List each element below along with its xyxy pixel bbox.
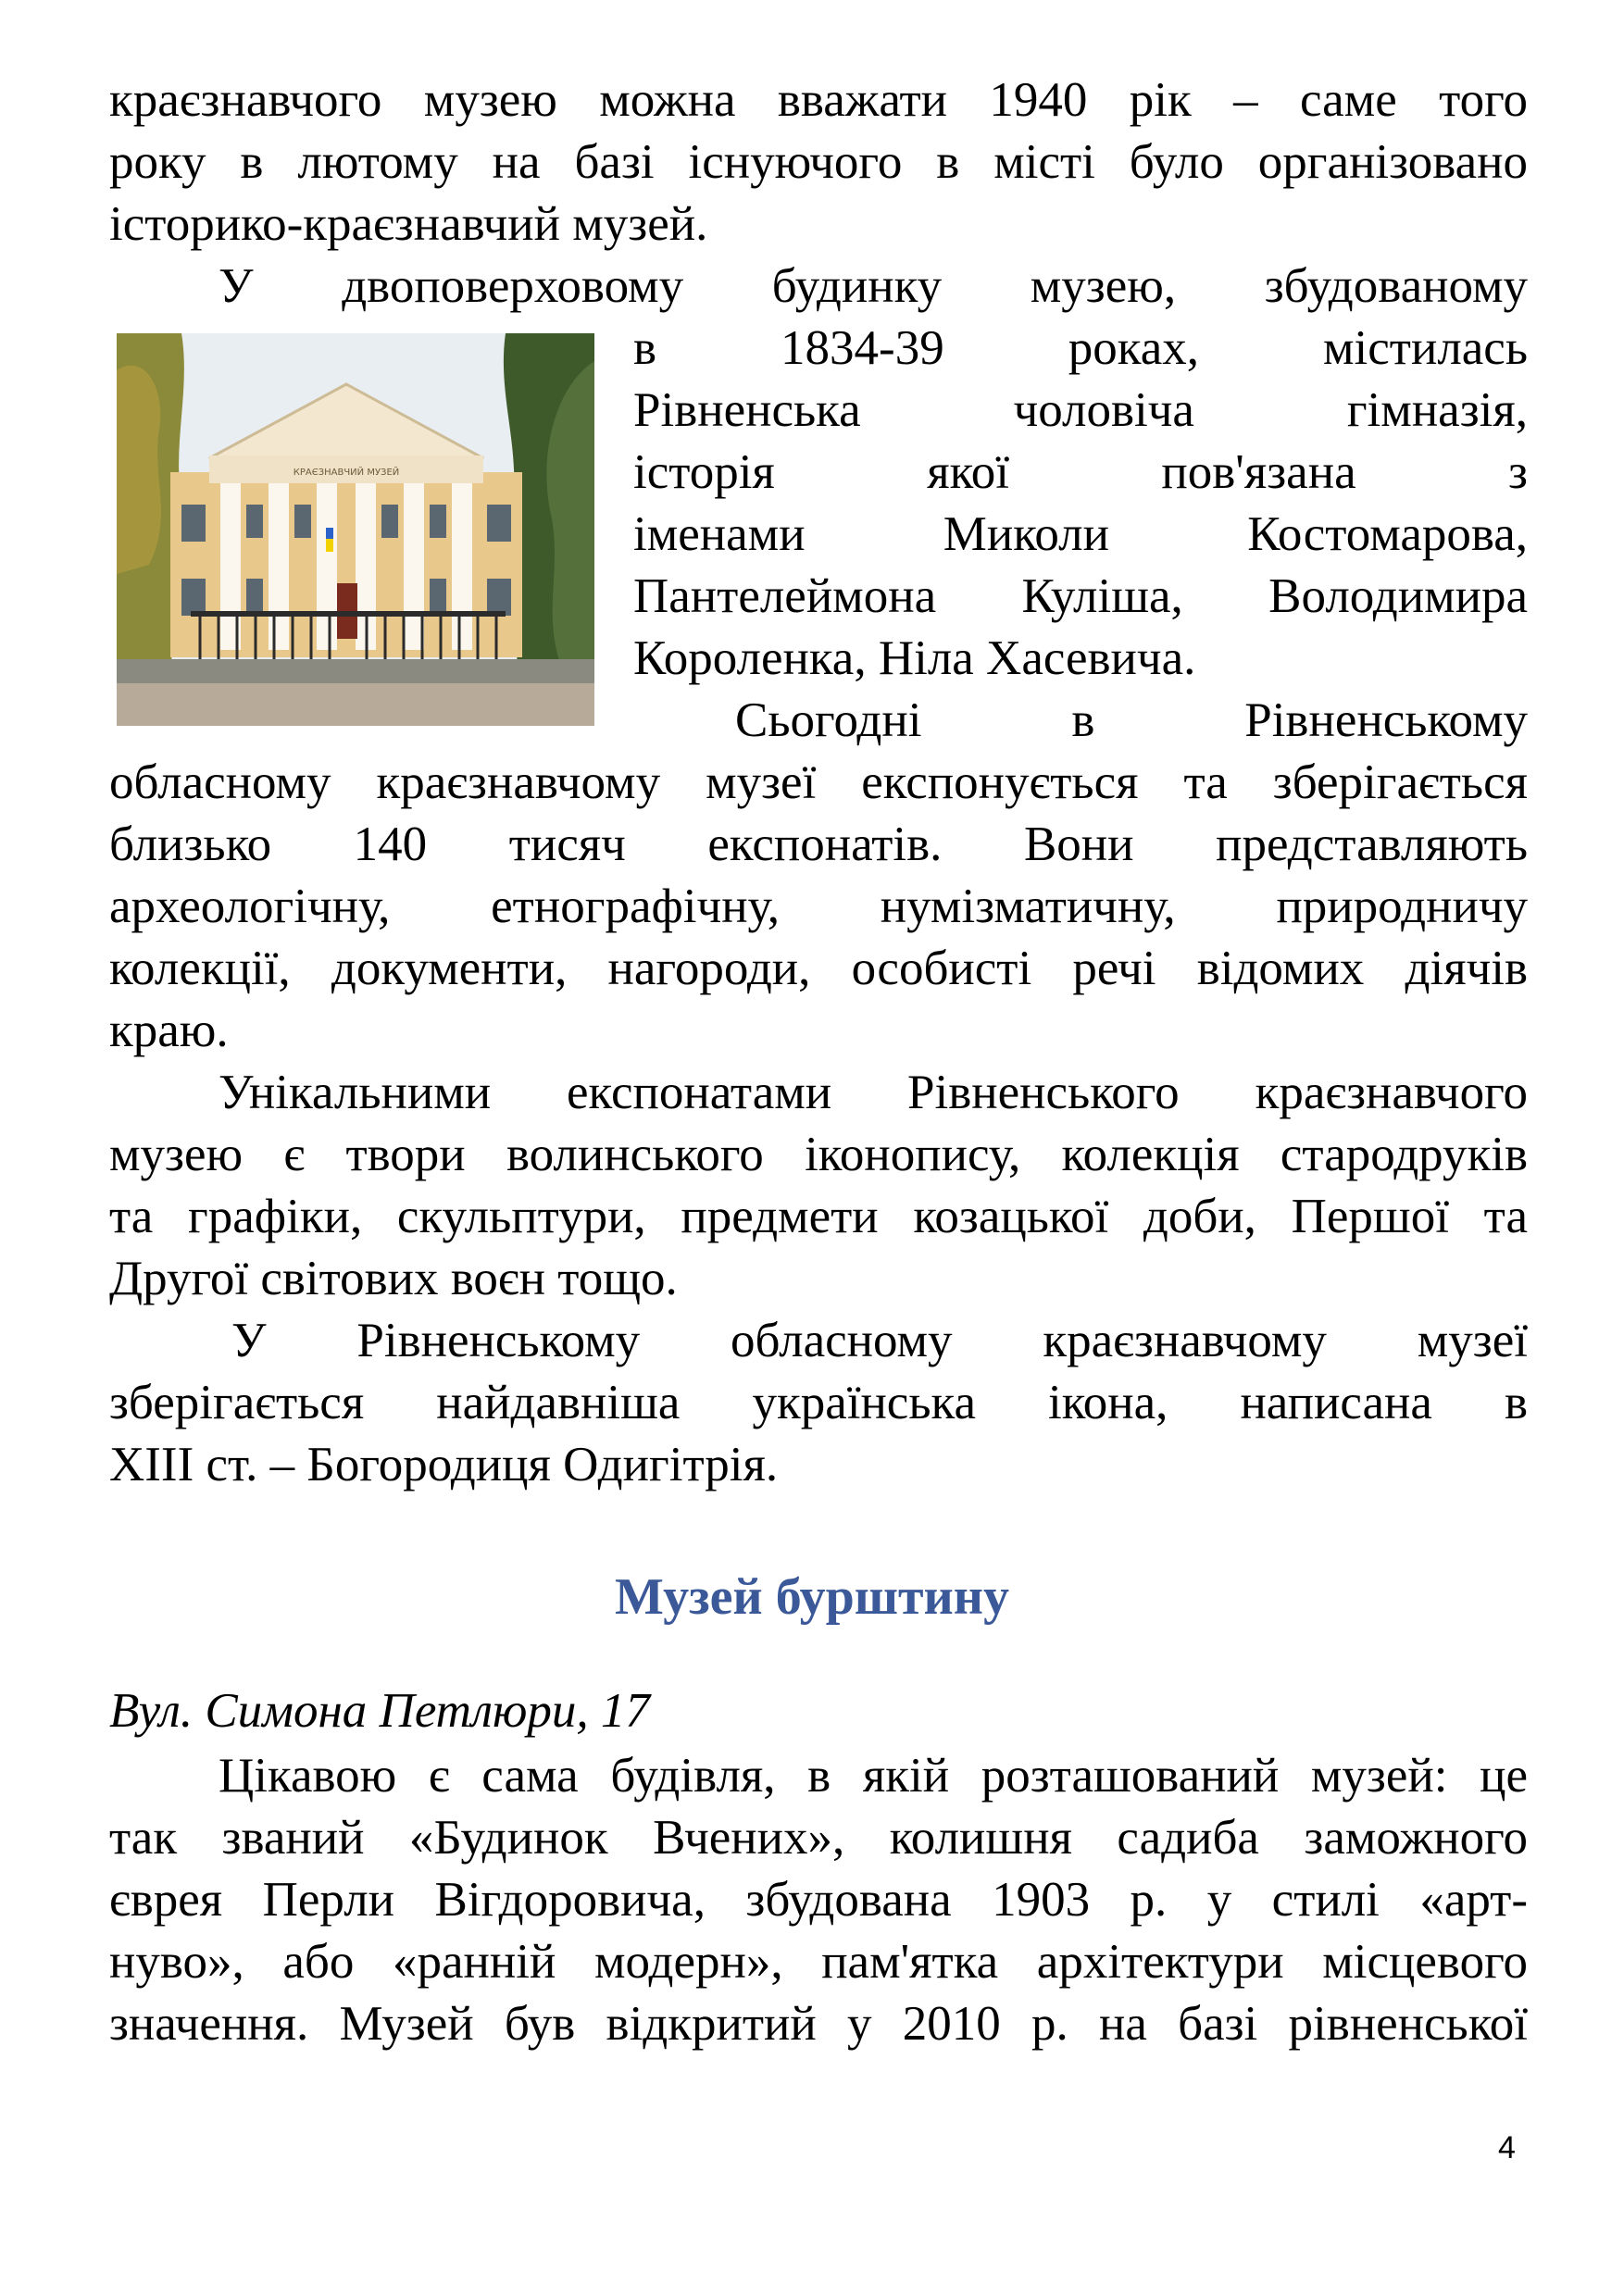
text-line: та графіки, скульптури, предмети козацької доби, Першої та (109, 1190, 1528, 1243)
text-line: нуво», або «ранній модерн», пам'ятка архітектури місцевого (109, 1935, 1528, 1989)
text-line: близько 140 тисяч експонатів. Вони представляють (109, 817, 1528, 871)
text-line: археологічну, етнографічну, нумізматичну, природничу (109, 880, 1528, 933)
text-line: краю. (109, 1004, 229, 1057)
text-line: іменами Миколи Костомарова, (633, 507, 1528, 561)
text-line: обласному краєзнавчому музеї експонується та зберігається (109, 755, 1528, 809)
building-sign: КРАЄЗНАВЧИЙ МУЗЕЙ (293, 468, 400, 478)
text-line: зберігається найдавніша українська ікона, написана в (109, 1376, 1528, 1429)
text-line: Другої світових воєн тощо. (109, 1252, 678, 1305)
text-line: музею є твори волинського іконопису, колекція стародруків (109, 1128, 1528, 1181)
text-line: історія якої пов'язана з (633, 445, 1528, 499)
text-line: Сьогодні в Рівненському (735, 693, 1528, 747)
text-line: року в лютому на базі існуючого в місті було організовано (109, 135, 1528, 189)
text-line: Рівненська чоловіча гімназія, (633, 383, 1528, 437)
text-line: XIII ст. – Богородиця Одигітрія. (109, 1438, 779, 1491)
text-line: Короленка, Ніла Хасевича. (633, 631, 1196, 685)
text-line: Унікальними експонатами Рівненського краєзнавчого (219, 1066, 1528, 1119)
museum-building-photo (117, 333, 594, 726)
text-line: єврея Перли Вігдоровича, збудована 1903 р. у стилі «арт- (109, 1873, 1528, 1927)
text-line: в 1834-39 роках, містилась (633, 321, 1528, 375)
text-line: краєзнавчого музею можна вважати 1940 рік – саме того (109, 73, 1528, 127)
text-line: У Рівненському обласному краєзнавчому музеї (231, 1314, 1528, 1367)
text-line: Цікавою є сама будівля, в якій розташований музей: це (219, 1749, 1528, 1803)
text-line: так званий «Будинок Вчених», колишня садиба заможного (109, 1811, 1528, 1865)
text-line: історико-краєзнавчий музей. (109, 197, 708, 251)
text-line: колекції, документи, нагороди, особисті речі відомих діячів (109, 942, 1528, 995)
page-number: 4 (1498, 2130, 1516, 2165)
address-line: Вул. Симона Петлюри, 17 (109, 1684, 650, 1738)
text-line: У двоповерховому будинку музею, збудованому (219, 259, 1528, 313)
text-line: Пантелеймона Куліша, Володимира (633, 569, 1528, 623)
text-line: значення. Музей був відкритий у 2010 р. на базі рівненської (109, 1997, 1528, 2051)
section-heading: Музей бурштину (614, 1568, 1010, 1626)
